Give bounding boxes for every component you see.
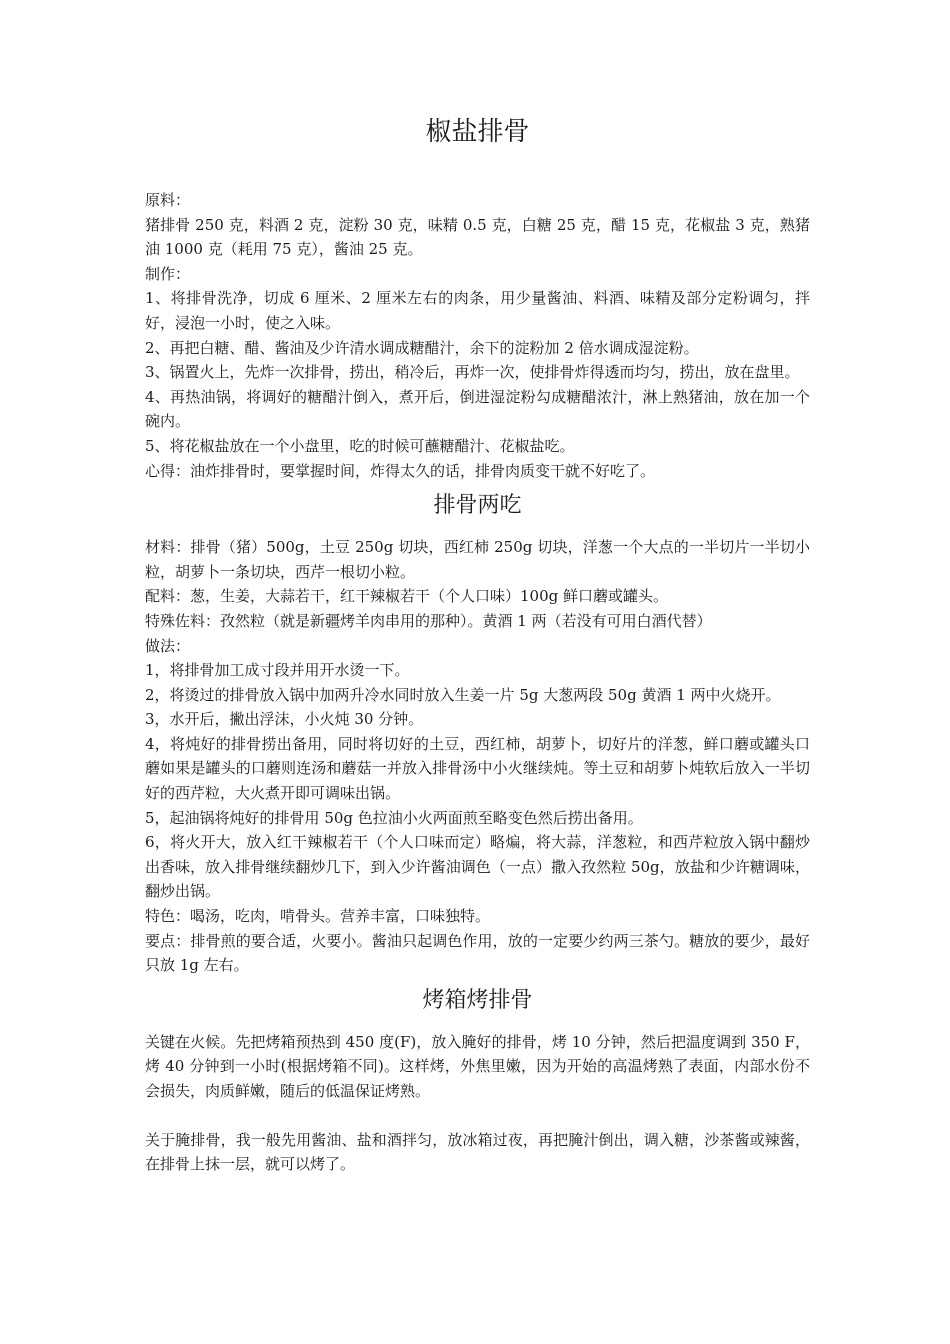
- paragraph: 特色：喝汤，吃肉，啃骨头。营养丰富，口味独特。: [145, 907, 491, 926]
- document-page: [145, 110, 810, 1177]
- paragraph: 制作：: [145, 264, 191, 283]
- paragraph: 1、将排骨洗净，切成 6 厘米、2 厘米左右的肉条，用少量酱油、料酒、味精及部分定粉调匀，拌好，浸泡一小时，使之入味。: [145, 289, 810, 332]
- paragraph: 5、将花椒盐放在一个小盘里，吃的时候可蘸糖醋汁、花椒盐吃。: [145, 436, 575, 455]
- paragraph: 3，水开后，撇出浮沫，小火炖 30 分钟。: [145, 710, 424, 729]
- paragraph: 心得：油炸排骨时，要掌握时间，炸得太久的话，排骨肉质变干就不好吃了。: [145, 461, 656, 480]
- paragraph: 4，将炖好的排骨捞出备用，同时将切好的土豆，西红柿，胡萝卜，切好片的洋葱，鲜口蘑或罐头口蘑如果是罐头的口蘑则连汤和蘑菇一并放入排骨汤中小火继续炖。等土豆和胡萝卜炖软后放入一半切好的西芹粒，大火煮开即可调味出锅。: [145, 734, 810, 803]
- paragraph: 关于腌排骨，我一般先用酱油、盐和酒拌匀，放冰箱过夜，再把腌汁倒出，调入糖，沙茶酱或辣酱，在排骨上抹一层，就可以烤了。: [145, 1130, 810, 1174]
- paragraph: 3、锅置火上，先炸一次排骨，捞出，稍冷后，再炸一次，使排骨炸得透而均匀，捞出，放在盘里。: [145, 363, 800, 382]
- paragraph: 特殊佐料：孜然粒（就是新疆烤羊肉串用的那种）。黄酒 1 两（若没有可用白酒代替）: [145, 611, 712, 630]
- paragraph: 关键在火候。先把烤箱预热到 450 度(F)，放入腌好的排骨，烤 10 分钟，然后把温度调到 350 F，烤 40 分钟到一小时(根据烤箱不同)。这样烤，外焦里嫩，因为开始的高温烤熟了表面，内部水份不会损失，肉质鲜嫩，随后的低温保证烤熟。: [145, 1032, 810, 1100]
- paragraph: 1，将排骨加工成寸段并用开水烫一下。: [145, 661, 410, 680]
- section-title-jiaoyan-paigu: 椒盐排骨: [425, 117, 530, 147]
- paragraph: 4、再热油锅，将调好的糖醋汁倒入，煮开后，倒进湿淀粉勾成糖醋浓汁，淋上熟猪油，放在加一个碗内。: [145, 387, 810, 431]
- paragraph: 要点：排骨煎的要合适，火要小。酱油只起调色作用，放的一定要少约两三茶勺。糖放的要少，最好只放 1g 左右。: [145, 931, 810, 975]
- section-title-kaoxiang-kao-paigu: 烤箱烤排骨: [422, 987, 533, 1013]
- paragraph: 做法：: [145, 636, 191, 655]
- paragraph: 材料：排骨（猪）500g，土豆 250g 切块，西红柿 250g 切块，洋葱一个大点的一半切片一半切小粒，胡萝卜一条切块，西芹一根切小粒。: [145, 538, 810, 581]
- paragraph: 2、再把白糖、醋、酱油及少许清水调成糖醋汁，余下的淀粉加 2 倍水调成湿淀粉。: [145, 338, 699, 357]
- paragraph: 原料：: [145, 191, 191, 209]
- paragraph-gap: [145, 1104, 810, 1128]
- paragraph: 6，将火开大，放入红干辣椒若干（个人口味而定）略煸，将大蒜，洋葱粒，和西芹粒放入锅中翻炒出香味，放入排骨继续翻炒几下，到入少许酱油调色（一点）撒入孜然粒 50g，放盐和少许糖调味，翻炒出锅。: [145, 833, 810, 901]
- paragraph: 5，起油锅将炖好的排骨用 50g 色拉油小火两面煎至略变色然后捞出备用。: [145, 808, 643, 827]
- section-title-paigu-liangchi: 排骨两吃: [433, 493, 522, 519]
- paragraph: 猪排骨 250 克，料酒 2 克，淀粉 30 克，味精 0.5 克，白糖 25 克，醋 15 克，花椒盐 3 克，熟猪油 1000 克（耗用 75 克），酱油 25 克。: [145, 215, 810, 259]
- paragraph: 配料：葱，生姜，大蒜若干，红干辣椒若干（个人口味）100g 鲜口蘑或罐头。: [145, 587, 669, 606]
- paragraph: 2，将烫过的排骨放入锅中加两升冷水同时放入生姜一片 5g 大葱两段 50g 黄酒 1 两中火烧开。: [145, 685, 781, 704]
